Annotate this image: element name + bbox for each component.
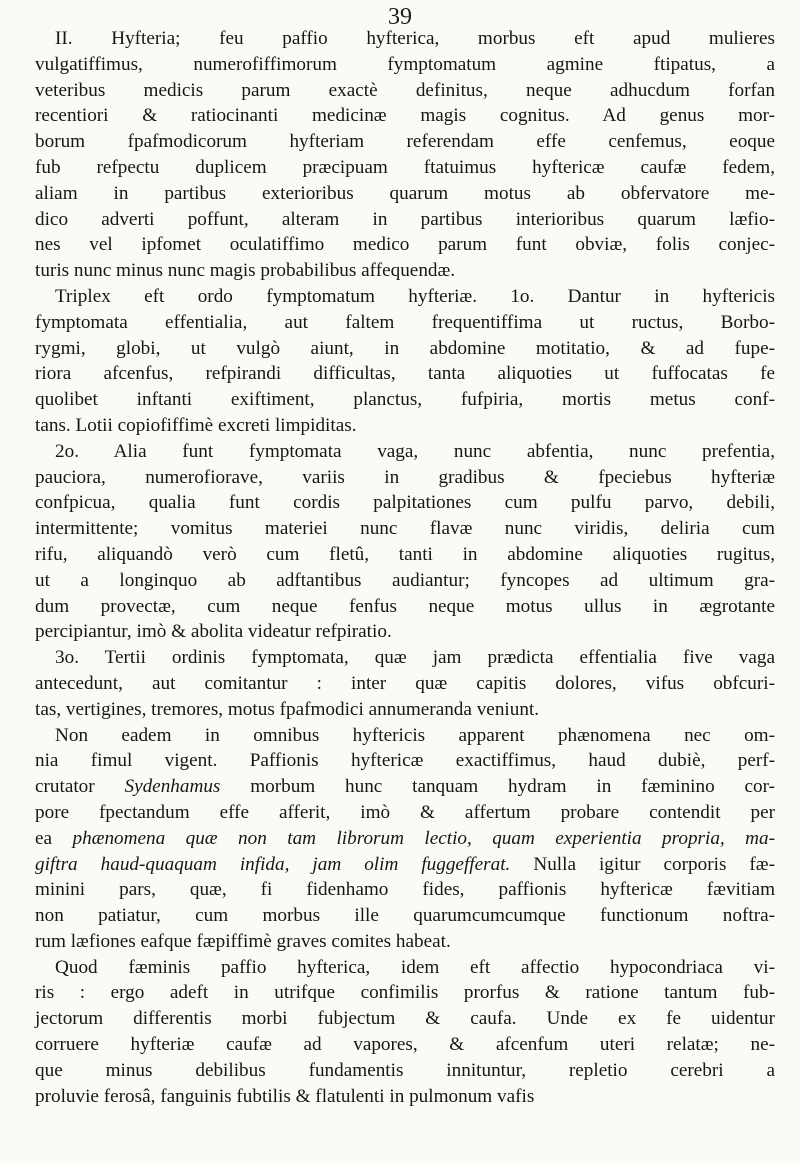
text-line (35, 800, 775, 826)
line-text: 3o. Tertii ordinis fymptomata, quæ jam prædicta effentialia five vaga (55, 647, 775, 669)
line-text: intermittente; vomitus materiei nunc flavæ nunc viridis, deliria cum (35, 518, 775, 540)
text-line (35, 568, 775, 594)
text-line (35, 748, 775, 774)
text-line (35, 361, 775, 387)
line-text: vulgatiffimus, numerofiffimorum fymptomatum agmine ftipatus, a (35, 53, 775, 75)
text-line (35, 826, 775, 852)
text-line (35, 387, 775, 413)
line-text: pauciora, numerofiorave, variis in gradibus & fpeciebus hyfteriæ (35, 466, 775, 488)
text-line (35, 852, 775, 878)
line-text: Triplex eft ordo fymptomatum hyfteriæ. 1o. Dantur in hyftericis (55, 285, 775, 307)
text-line (35, 155, 775, 181)
line-text: tas, vertigines, tremores, motus fpafmodici annumeranda veniunt. (35, 698, 540, 720)
text-line (35, 903, 775, 929)
line-text: que minus debilibus fundamentis innituntur, repletio cerebri a (35, 1059, 775, 1081)
text-line (35, 955, 775, 981)
text-line (35, 78, 775, 104)
text-line (35, 129, 775, 155)
line-text: Non eadem in omnibus hyftericis apparent phænomena nec om- (55, 724, 775, 746)
line-text: riora afcenfus, refpirandi difficultas, tanta aliquoties ut fuffocatas fe (35, 363, 775, 385)
text-line (35, 207, 775, 233)
text-line (35, 413, 775, 439)
italic-text: Sydenhamus (124, 776, 221, 798)
text-line (35, 1058, 775, 1084)
line-text: borum fpafmodicorum hyfteriam referendam effe cenfemus, eoque (35, 131, 775, 153)
line-text: crutator (35, 776, 125, 798)
text-line (35, 697, 775, 723)
line-text: rygmi, globi, ut vulgò aiunt, in abdomine motitatio, & ad fupe- (35, 337, 775, 359)
line-text: 2o. Alia funt fymptomata vaga, nunc abfentia, nunc prefentia, (55, 440, 775, 462)
line-text: rifu, aliquandò verò cum fletû, tanti in abdomine aliquoties rugitus, (35, 543, 775, 565)
italic-text: giftra haud-quaquam infida, jam olim fuggefferat. (35, 853, 511, 875)
line-text: minini pars, quæ, fi fidenhamo fides, paffionis hyftericæ fævitiam (35, 879, 775, 901)
text-line (35, 232, 775, 258)
line-text: antecedunt, aut comitantur : inter quæ capitis dolores, vifus obfcuri- (35, 672, 775, 694)
text-line (35, 619, 775, 645)
line-text: aliam in partibus exterioribus quarum motus ab obfervatore me- (35, 182, 775, 204)
text-line (35, 594, 775, 620)
text-line (35, 1032, 775, 1058)
line-text: pore fpectandum effe afferit, imò & affertum probare contendit per (35, 801, 775, 823)
text-line (35, 310, 775, 336)
line-text: confpicua, qualia funt cordis palpitationes cum pulfu parvo, debili, (35, 492, 775, 514)
line-text: ea (35, 827, 73, 849)
text-line (35, 439, 775, 465)
line-text: ris : ergo adeft in utrifque confimilis prorfus & ratione tantum fub- (35, 982, 775, 1004)
italic-text: phænomena quæ non tam librorum lectio, quam experientia propria, ma- (72, 827, 775, 849)
line-text: tans. Lotii copiofiffimè excreti limpiditas. (35, 414, 357, 436)
line-text: nia fimul vigent. Paffionis hyftericæ exactiffimus, haud dubiè, perf- (35, 750, 775, 772)
text-line (35, 877, 775, 903)
line-text: fub refpectu duplicem præcipuam ftatuimus hyftericæ caufæ fedem, (35, 156, 775, 178)
text-line (35, 980, 775, 1006)
body-text (35, 26, 775, 1109)
line-text-rest: morbum hunc tanquam hydram in fæminino cor- (220, 776, 775, 798)
line-text: dum provectæ, cum neque fenfus neque motus ullus in ægrotante (35, 595, 775, 617)
text-line (35, 258, 775, 284)
text-line (35, 1084, 775, 1110)
text-line (35, 103, 775, 129)
text-line (35, 774, 775, 800)
line-text: percipiantur, imò & abolita videatur refpiratio. (35, 621, 392, 643)
line-text-rest: Nulla igitur corporis fæ- (510, 853, 775, 875)
text-line (35, 284, 775, 310)
line-text: dico adverti poffunt, alteram in partibus interioribus quarum læfio- (35, 208, 775, 230)
text-line (35, 26, 775, 52)
line-text: turis nunc minus nunc magis probabilibus affequendæ. (35, 260, 456, 282)
text-line (35, 929, 775, 955)
text-line (35, 490, 775, 516)
line-text: nes vel ipfomet oculatiffimo medico parum funt obviæ, folis conjec- (35, 234, 775, 256)
text-line (35, 645, 775, 671)
line-text: recentiori & ratiocinanti medicinæ magis cognitus. Ad genus mor- (35, 105, 775, 127)
text-line (35, 1006, 775, 1032)
line-text: quolibet inftanti exiftiment, planctus, fufpiria, mortis metus conf- (35, 389, 775, 411)
line-text: veteribus medicis parum exactè definitus, neque adhucdum forfan (35, 79, 775, 101)
line-text: ut a longinquo ab adftantibus audiantur; fyncopes ad ultimum gra- (35, 569, 775, 591)
text-line (35, 542, 775, 568)
text-line (35, 516, 775, 542)
line-text: II. Hyfteria; feu paffio hyfterica, morbus eft apud mulieres (55, 28, 775, 49)
text-line (35, 723, 775, 749)
line-text: Quod fæminis paffio hyfterica, idem eft affectio hypocondriaca vi- (55, 956, 775, 978)
text-line (35, 671, 775, 697)
line-text: proluvie ferosâ, fanguinis fubtilis & flatulenti in pulmonum vafis (35, 1085, 535, 1107)
text-line (35, 52, 775, 78)
line-text: non patiatur, cum morbus ille quarumcumcumque functionum noftra- (35, 905, 775, 927)
text-line (35, 336, 775, 362)
line-text: rum læfiones eafque fæpiffimè graves comites habeat. (35, 930, 451, 952)
line-text: jectorum differentis morbi fubjectum & caufa. Unde ex fe uidentur (35, 1008, 775, 1030)
text-line (35, 181, 775, 207)
line-text: fymptomata effentialia, aut faltem frequentiffima ut ructus, Borbo- (35, 311, 775, 333)
line-text: corruere hyfteriæ caufæ ad vapores, & afcenfum uteri relatæ; ne- (35, 1034, 775, 1056)
text-line (35, 465, 775, 491)
page-number: 39 (388, 4, 412, 30)
